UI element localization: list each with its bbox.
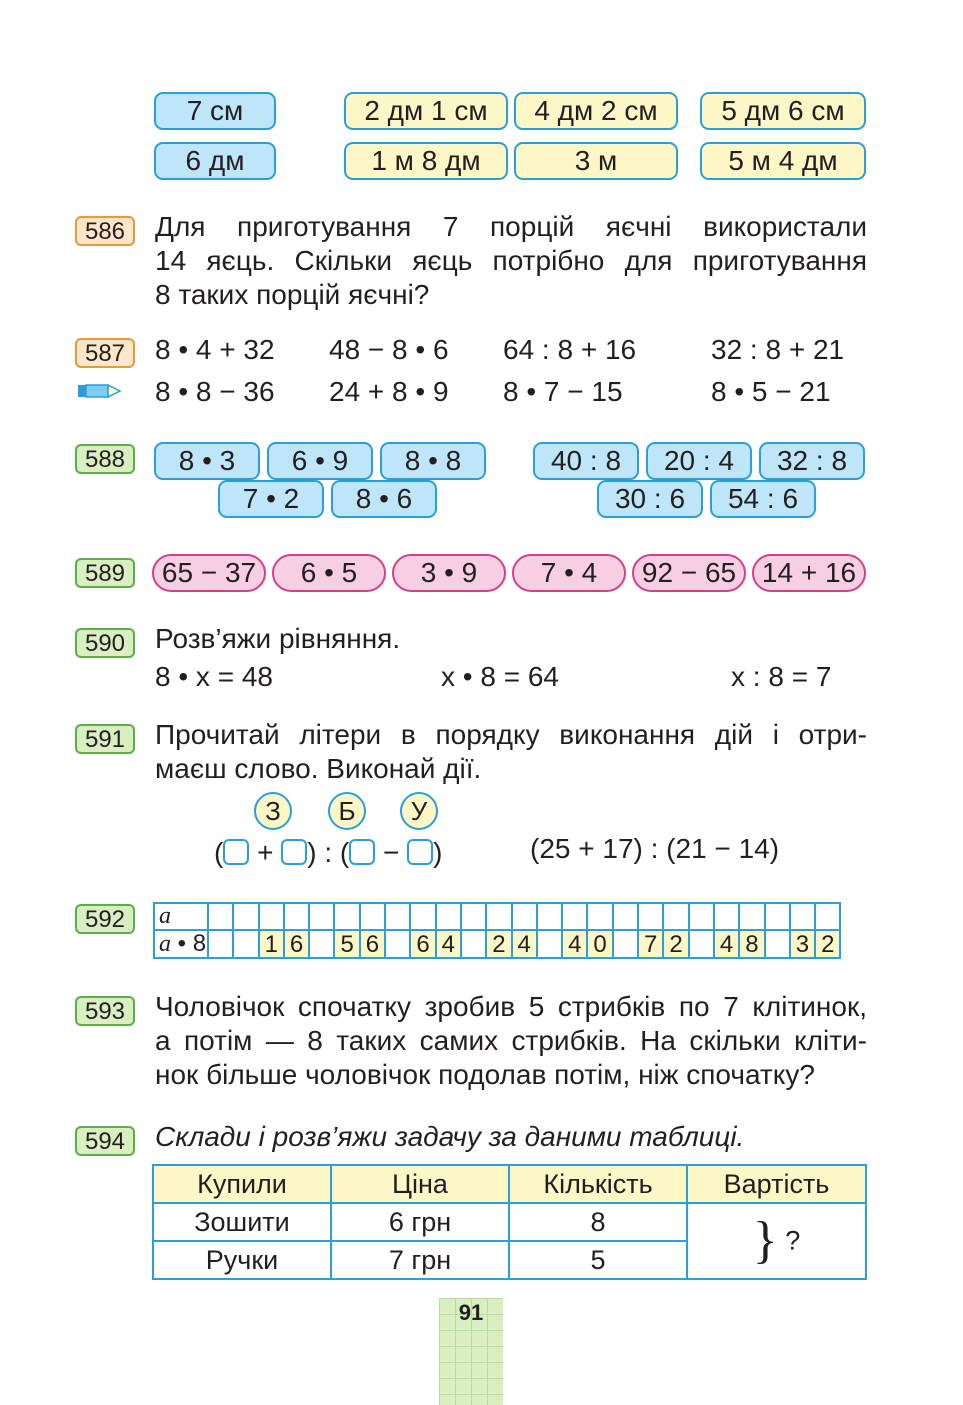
task-594-title: Склади і розв’яжи задачу за даними таблиці. (155, 1121, 745, 1152)
grid-cell (208, 903, 233, 930)
answer-box: 2 дм 1 см (344, 92, 508, 130)
expression-box: 40 : 8 (533, 442, 639, 480)
grid-cell (689, 930, 714, 958)
grid-cell (512, 903, 537, 930)
task-number-591: 591 (75, 724, 135, 754)
grid-cell (638, 903, 663, 930)
expression-box: 7 • 4 (512, 554, 626, 592)
expression-box: 6 • 5 (272, 554, 386, 592)
operation-pattern: ( + ) : ( − ) (214, 837, 443, 868)
grid-cell (284, 903, 309, 930)
letter-circle: З (254, 792, 292, 830)
grid-cell (537, 903, 562, 930)
grid-cell (410, 903, 435, 930)
grid-cell: 6 (360, 930, 385, 958)
purchase-table (152, 1164, 867, 1280)
grid-cell (562, 903, 587, 930)
grid-cell: 2 (486, 930, 511, 958)
grid-cell (739, 903, 764, 930)
grid-cell: 4 (562, 930, 587, 958)
expression: 64 : 8 + 16 (503, 334, 637, 365)
task-number-594: 594 (75, 1126, 135, 1156)
question-mark: ? (785, 1225, 801, 1256)
grid-cell (613, 903, 638, 930)
grid-cell (790, 903, 815, 930)
expression-box: 8 • 6 (331, 480, 437, 518)
answer-box: 5 м 4 дм (700, 142, 866, 180)
table-cell: Зошити (153, 1203, 331, 1241)
grid-cell (486, 903, 511, 930)
grid-cell (309, 903, 334, 930)
grid-cell: 2 (815, 930, 840, 958)
answer-box: 3 м (514, 142, 678, 180)
row-label: a (154, 903, 208, 930)
expression-box: 30 : 6 (597, 480, 703, 518)
grid-cell: 8 (739, 930, 764, 958)
grid-cell (233, 903, 258, 930)
grid-cell (663, 903, 688, 930)
table-cell: Ручки (153, 1241, 331, 1279)
brace-mark: } (752, 1212, 778, 1269)
total-cost-cell (687, 1203, 866, 1279)
grid-cell: 4 (436, 930, 461, 958)
table-cell: 6 грн (331, 1203, 509, 1241)
expression-box: 54 : 6 (710, 480, 816, 518)
answer-box: 5 дм 6 см (700, 92, 866, 130)
task-586-text: Для приготування 7 порцій яєчні використали 14 яєць. Скільки яєць потрібно для приготування 8 таких порцій яєчні? (155, 211, 867, 310)
expression-box: 3 • 9 (392, 554, 506, 592)
equation: x : 8 = 7 (731, 661, 832, 692)
grid-cell (461, 903, 486, 930)
expression: 8 • 7 − 15 (503, 376, 623, 407)
page-number-tab (439, 1298, 503, 1405)
expression-box: 6 • 9 (267, 442, 373, 480)
table-cell: 8 (509, 1203, 687, 1241)
grid-cell (689, 903, 714, 930)
grid-cell: 5 (334, 930, 359, 958)
grid-cell (436, 903, 461, 930)
grid-cell: 2 (663, 930, 688, 958)
expression: 8 • 5 − 21 (711, 376, 831, 407)
expression-box: 8 • 8 (380, 442, 486, 480)
grid-cell (587, 903, 612, 930)
grid-cell (714, 903, 739, 930)
grid-cell (233, 930, 258, 958)
task-590-title: Розв’яжи рівняння. (155, 623, 401, 654)
answer-box: 7 см (154, 92, 276, 130)
grid-cell (537, 930, 562, 958)
grid-cell: 3 (790, 930, 815, 958)
grid-cell (613, 930, 638, 958)
table-header: Кількість (509, 1165, 687, 1203)
grid-cell (765, 930, 790, 958)
grid-cell: 6 (410, 930, 435, 958)
expression: 8 • 8 − 36 (155, 376, 275, 407)
task-number-586: 586 (75, 216, 135, 246)
letter-circle: У (400, 792, 438, 830)
task-number-587: 587 (75, 338, 135, 368)
expression-box: 7 • 2 (218, 480, 324, 518)
expression: (25 + 17) : (21 − 14) (530, 833, 780, 864)
expression-box: 32 : 8 (759, 442, 865, 480)
values-table (153, 902, 841, 959)
page-number: 91 (458, 1300, 484, 1325)
answer-box: 4 дм 2 см (514, 92, 678, 130)
pencil-icon (76, 380, 122, 407)
task-number-593: 593 (75, 996, 135, 1026)
table-header: Вартість (687, 1165, 866, 1203)
grid-cell: 4 (714, 930, 739, 958)
task-number-589: 589 (75, 558, 135, 588)
grid-cell: 4 (512, 930, 537, 958)
expression-box: 65 − 37 (152, 554, 266, 592)
row-label: a • 8 (154, 930, 208, 958)
grid-cell: 7 (638, 930, 663, 958)
table-cell: 5 (509, 1241, 687, 1279)
task-593-text: Чоловічок спочатку зробив 5 стрибків по 7 клітинок, а потім — 8 таких самих стрибків. На скільки кліти- нок більше чоловічок подолав потім, ніж спочатку? (155, 991, 867, 1090)
grid-cell (259, 903, 284, 930)
expression-box: 92 − 65 (632, 554, 746, 592)
letter-circle: Б (328, 792, 366, 830)
expression: 32 : 8 + 21 (711, 334, 845, 365)
grid-cell (360, 903, 385, 930)
expression: 8 • 4 + 32 (155, 334, 275, 365)
grid-cell (309, 930, 334, 958)
grid-cell (765, 903, 790, 930)
answer-box: 6 дм (154, 142, 276, 180)
grid-cell: 6 (284, 930, 309, 958)
answer-box: 1 м 8 дм (344, 142, 508, 180)
equation: 8 • x = 48 (155, 661, 273, 692)
table-header: Купили (153, 1165, 331, 1203)
task-number-588: 588 (75, 444, 135, 474)
grid-cell (208, 930, 233, 958)
grid-cell (461, 930, 486, 958)
grid-cell: 1 (259, 930, 284, 958)
expression-box: 14 + 16 (752, 554, 866, 592)
expression-box: 8 • 3 (154, 442, 260, 480)
table-cell: 7 грн (331, 1241, 509, 1279)
expression: 24 + 8 • 9 (329, 376, 449, 407)
grid-cell: 0 (587, 930, 612, 958)
expression-box: 20 : 4 (646, 442, 752, 480)
grid-cell (385, 903, 410, 930)
task-number-590: 590 (75, 628, 135, 658)
grid-cell (385, 930, 410, 958)
table-header: Ціна (331, 1165, 509, 1203)
expression: 48 − 8 • 6 (329, 334, 449, 365)
task-591-text: Прочитай літери в порядку виконання дій і отри- маєш слово. Виконай дії. (155, 719, 867, 784)
equation: x • 8 = 64 (441, 661, 559, 692)
grid-cell (815, 903, 840, 930)
task-number-592: 592 (75, 904, 135, 934)
grid-cell (334, 903, 359, 930)
